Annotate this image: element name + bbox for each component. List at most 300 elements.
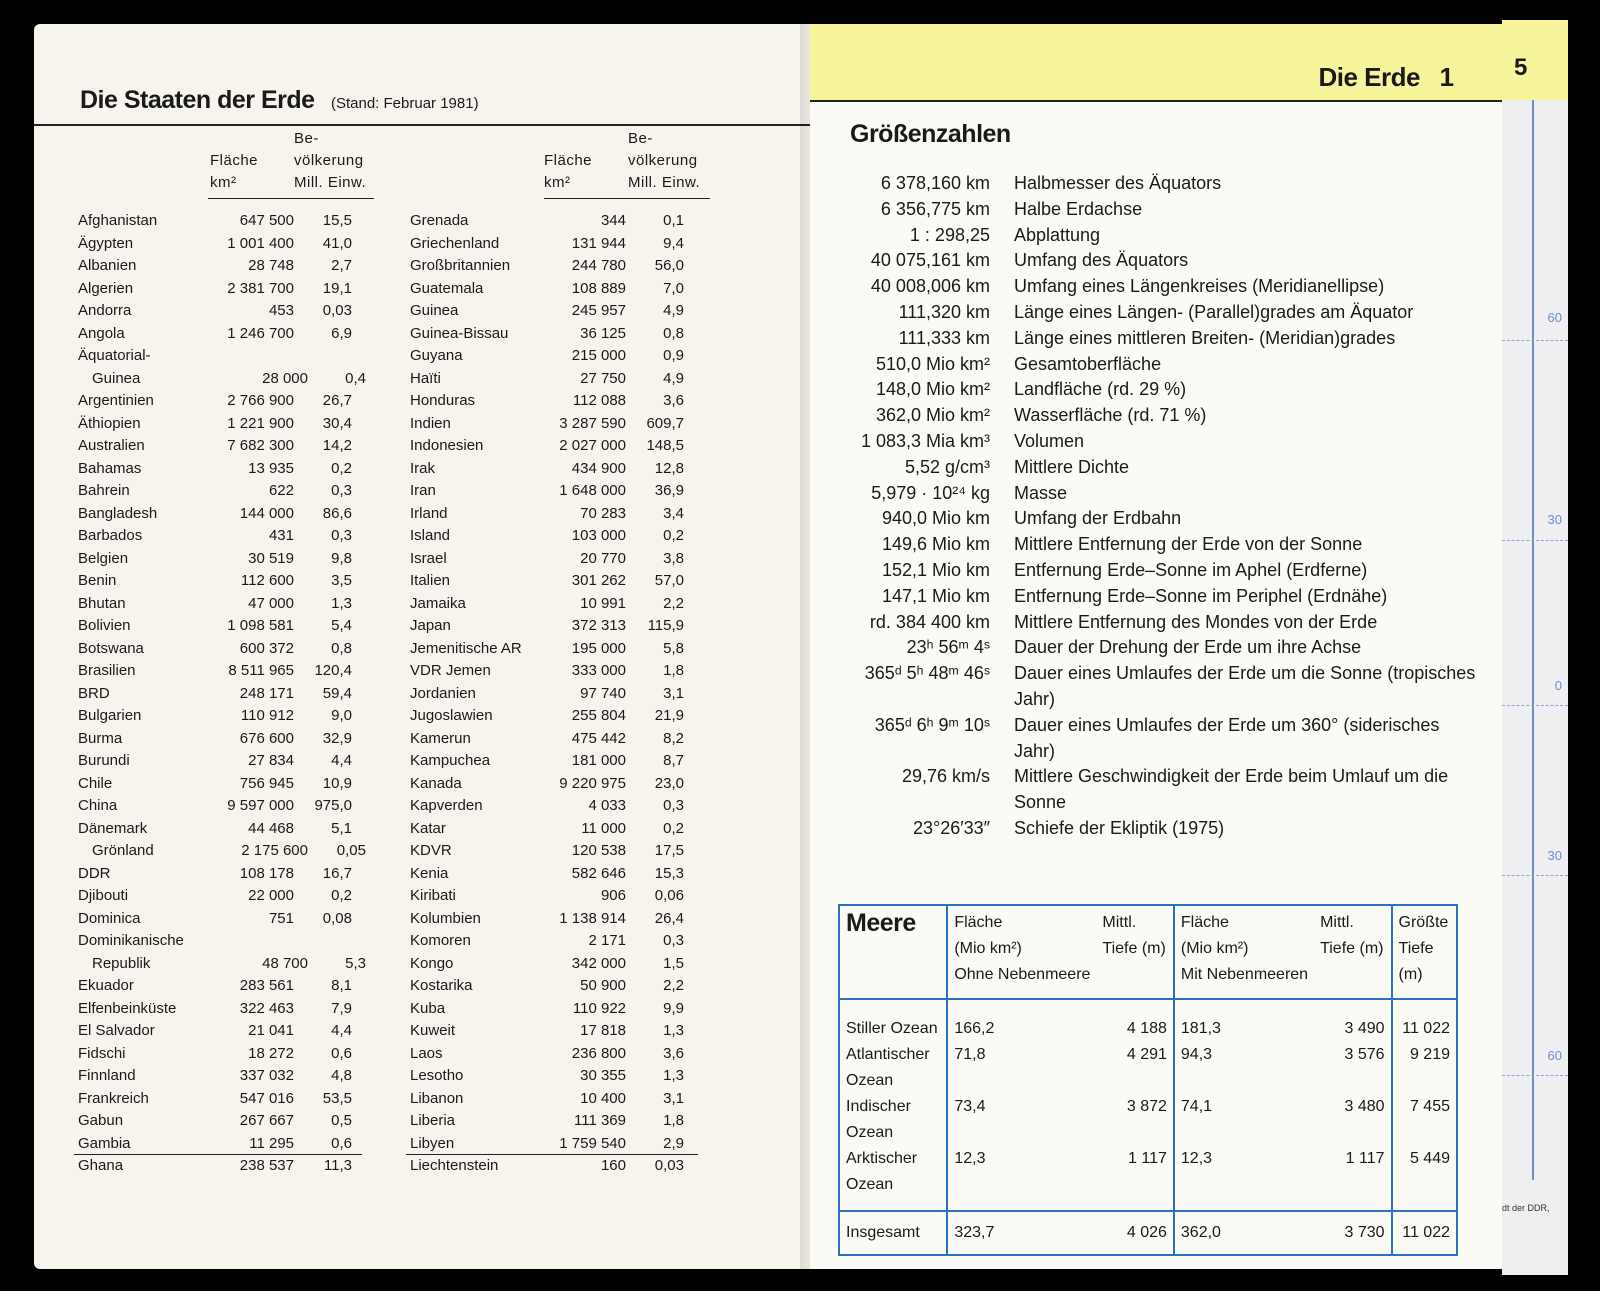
fact-value: 362,0 Mio km² [875, 405, 990, 426]
country-name: Kapverden [410, 797, 483, 814]
sea-cell-a1: 71,8 [947, 1042, 1096, 1094]
sea-cell-max: 5 449 [1392, 1146, 1457, 1211]
country-population: 10,9 [322, 774, 352, 792]
country-population: 21,9 [654, 707, 684, 724]
next-page-band [1502, 20, 1568, 100]
country-population: 59,4 [322, 684, 352, 702]
country-row [78, 1043, 378, 1066]
section-title: Größenzahlen [850, 120, 1011, 148]
country-row [78, 368, 378, 391]
country-population: 0,2 [663, 819, 684, 837]
country-row [78, 1020, 378, 1043]
fact-row [830, 248, 1490, 274]
country-area: 1 648 000 [559, 482, 626, 499]
country-area: 10 991 [580, 594, 626, 612]
country-population: 26,4 [654, 909, 684, 927]
country-area: 751 [268, 909, 294, 927]
country-name: Afghanistan [78, 212, 158, 229]
country-population: 9,0 [331, 707, 352, 724]
country-name: Burundi [78, 752, 130, 769]
country-population: 0,5 [331, 1112, 352, 1129]
fact-description: Halbe Erdachse [1014, 198, 1143, 219]
country-row [410, 1088, 710, 1111]
country-area: 1 138 914 [559, 909, 626, 927]
sea-cell-a2: 181,3 [1174, 999, 1314, 1042]
country-population: 0,03 [322, 302, 352, 319]
sea-cell-a2: 94,3 [1174, 1042, 1314, 1094]
country-population: 975,0 [314, 797, 352, 814]
country-row [78, 255, 378, 278]
country-area: 2 171 [588, 932, 626, 949]
map-latitude-line [1502, 1075, 1568, 1076]
country-area: 434 900 [571, 459, 626, 477]
country-population: 1,8 [663, 662, 684, 679]
country-area: 9 220 975 [559, 774, 626, 792]
country-name: Griechenland [410, 234, 500, 252]
country-name: Dänemark [78, 819, 148, 837]
country-population: 3,1 [663, 684, 684, 702]
header-depth-with: Mittl. Tiefe (m) [1314, 905, 1391, 999]
country-name: Bhutan [78, 594, 126, 612]
country-population: 6,9 [331, 324, 352, 342]
country-population: 0,06 [654, 887, 684, 904]
country-row [78, 345, 378, 368]
country-name: Italien [410, 572, 451, 589]
country-area: 372 313 [571, 617, 626, 634]
country-name: Djibouti [78, 887, 129, 904]
fact-value: 111,333 km [898, 327, 990, 348]
country-area: 21 041 [248, 1022, 294, 1039]
fact-row [830, 223, 1490, 249]
country-population: 2,2 [663, 594, 684, 612]
header-max-depth: Größte Tiefe (m) [1392, 905, 1457, 999]
country-name: Jordanien [410, 684, 476, 702]
country-area: 110 912 [240, 707, 294, 724]
header-area-without: Fläche (Mio km²) Ohne Nebenmeere [947, 905, 1096, 999]
country-row [410, 503, 710, 526]
country-area: 322 463 [239, 999, 294, 1017]
seas-total-row: Insgesamt 323,7 4 026 362,0 3 730 11 022 [839, 1211, 1457, 1255]
header-area-with: Fläche (Mio km²) Mit Nebenmeeren [1174, 905, 1314, 999]
country-row [78, 480, 378, 503]
sea-row [839, 1042, 1457, 1094]
country-area: 238 537 [239, 1157, 294, 1174]
country-name: Republik [92, 954, 151, 972]
country-area: 97 740 [580, 684, 626, 702]
country-row [78, 818, 378, 841]
country-area: 431 [268, 527, 294, 544]
country-row [410, 1020, 710, 1043]
country-name: Dominikanische [78, 932, 184, 949]
country-row [410, 390, 710, 413]
country-area: 1 221 900 [227, 414, 294, 432]
country-row [410, 458, 710, 481]
country-area: 11 295 [249, 1134, 294, 1152]
col-header-area-2: Fläche km² [544, 152, 593, 191]
fact-description: Umfang des Äquators [1014, 250, 1189, 271]
country-name: Indien [410, 414, 451, 432]
country-row [410, 998, 710, 1021]
country-row [78, 750, 378, 773]
seas-table [838, 904, 1458, 1256]
country-population: 16,7 [322, 864, 352, 882]
country-name: Liberia [410, 1112, 456, 1129]
country-area: 28 000 [262, 369, 308, 387]
header-rule [34, 124, 810, 126]
country-name: Kanada [410, 774, 462, 792]
seas-title-cell: Meere [839, 905, 947, 999]
country-name: Irland [410, 504, 448, 522]
country-area: 647 500 [239, 212, 294, 229]
country-population: 3,1 [663, 1089, 684, 1107]
country-area: 2 381 700 [227, 279, 294, 297]
country-population: 0,6 [331, 1044, 352, 1062]
country-row [410, 728, 710, 751]
fact-description: Mittlere Geschwindigkeit der Erde beim Umlauf um die Sonne [1014, 766, 1449, 813]
left-page [34, 24, 810, 1269]
country-area: 103 000 [571, 527, 626, 544]
country-name: Indonesien [410, 437, 484, 454]
fact-description: Dauer der Drehung der Erde um ihre Achse [1014, 637, 1362, 658]
fact-row [830, 532, 1490, 558]
country-name: Ägypten [78, 234, 134, 252]
country-population: 8,2 [663, 729, 684, 747]
country-row [410, 435, 710, 458]
country-population: 7,9 [331, 999, 352, 1017]
country-area: 7 682 300 [227, 437, 294, 454]
country-area: 215 000 [571, 347, 626, 364]
country-area: 22 000 [248, 887, 294, 904]
country-population: 32,9 [322, 729, 352, 747]
chapter-title: Die Erde [1318, 62, 1420, 92]
country-name: Honduras [410, 392, 476, 409]
sea-row [839, 999, 1457, 1042]
country-row [78, 930, 378, 953]
country-population: 1,3 [663, 1022, 684, 1039]
country-row [78, 593, 378, 616]
country-row [78, 773, 378, 796]
map-tick-label: 30 [1547, 512, 1562, 527]
fact-description: Abplattung [1014, 224, 1101, 245]
country-population: 0,03 [654, 1157, 684, 1174]
sea-cell-name: Stiller Ozean [839, 999, 947, 1042]
country-area: 756 945 [239, 774, 294, 792]
fact-description: Entfernung Erde–Sonne im Aphel (Erdferne) [1014, 559, 1368, 580]
country-area: 3 287 590 [559, 414, 626, 432]
country-row [78, 660, 378, 683]
country-name: Elfenbeinküste [78, 999, 177, 1017]
col-header-pop-1: Be- völkerung Mill. Einw. [294, 130, 367, 191]
fact-description: Umfang der Erdbahn [1014, 508, 1182, 529]
country-name: Haïti [410, 369, 441, 387]
fact-row [830, 171, 1490, 197]
country-population: 0,3 [331, 527, 352, 544]
country-population: 5,8 [663, 639, 684, 657]
country-name: Kolumbien [410, 909, 481, 927]
country-area: 475 442 [571, 729, 626, 747]
country-population: 57,0 [654, 572, 684, 589]
country-population: 17,5 [654, 842, 684, 859]
sea-cell-name: Atlantischer Ozean [839, 1042, 947, 1094]
country-row [410, 1133, 710, 1156]
fact-description: Länge eines mittleren Breiten- (Meridian)grades [1014, 327, 1396, 348]
country-area: 11 000 [581, 819, 626, 837]
seas-table-header [839, 905, 1457, 999]
fact-value: 40 075,161 km [870, 250, 990, 271]
country-area: 333 000 [571, 662, 626, 679]
country-row [410, 210, 710, 233]
fact-description: Dauer eines Umlaufes der Erde um die Sonne (tropisches Jahr) [1014, 663, 1476, 709]
country-area: 4 033 [588, 797, 626, 814]
fact-description: Länge eines Längen- (Parallel)grades am Äquator [1014, 301, 1414, 322]
fact-value: 5,52 g/cm³ [904, 456, 990, 477]
country-population: 0,6 [331, 1134, 352, 1152]
country-name: KDVR [410, 842, 452, 859]
fact-row [830, 300, 1490, 326]
fact-description: Mittlere Entfernung der Erde von der Sonne [1014, 534, 1363, 555]
country-row [78, 908, 378, 931]
country-area: 245 957 [571, 302, 626, 319]
country-name: Algerien [78, 279, 134, 297]
fact-row [830, 481, 1490, 507]
country-population: 2,9 [663, 1134, 684, 1152]
country-name: Grenada [410, 212, 469, 229]
country-name: Komoren [410, 932, 471, 949]
country-population: 115,9 [647, 617, 684, 634]
country-row [410, 255, 710, 278]
fact-description: Wasserfläche (rd. 71 %) [1014, 405, 1207, 426]
country-row [78, 233, 378, 256]
country-name: Großbritannien [410, 257, 511, 274]
country-name: Libanon [410, 1089, 464, 1107]
country-row [78, 705, 378, 728]
country-population: 53,5 [322, 1089, 352, 1107]
country-population: 9,9 [663, 999, 684, 1017]
country-population: 4,8 [331, 1067, 352, 1084]
country-name: Kuweit [410, 1022, 456, 1039]
chapter-rule [810, 100, 1502, 102]
map-tick-label: 60 [1547, 310, 1562, 325]
country-population: 0,3 [663, 797, 684, 814]
country-area: 255 804 [571, 707, 626, 724]
country-name: Laos [410, 1044, 443, 1062]
country-population: 120,4 [314, 662, 352, 679]
fact-row [830, 352, 1490, 378]
country-area: 1 246 700 [227, 324, 294, 342]
country-area: 112 088 [572, 392, 626, 409]
country-area [194, 345, 294, 368]
page-title [80, 86, 479, 115]
country-name: Angola [78, 324, 125, 342]
fact-value: 29,76 km/s [901, 766, 990, 787]
fact-value: 23°26′33″ [912, 817, 990, 838]
country-area: 244 780 [571, 257, 626, 274]
country-row [410, 975, 710, 998]
country-area: 1 001 400 [227, 234, 294, 252]
country-row [78, 1065, 378, 1088]
country-row [78, 323, 378, 346]
country-area: 48 700 [262, 954, 308, 972]
country-population: 86,6 [322, 504, 352, 522]
country-row [78, 638, 378, 661]
country-row [410, 615, 710, 638]
country-population: 9,8 [331, 549, 352, 567]
country-name: Jamaika [410, 594, 466, 612]
country-name: VDR Jemen [410, 662, 491, 679]
country-population: 3,4 [663, 504, 684, 522]
country-name: Israel [410, 549, 447, 567]
bottom-rule-2 [406, 1154, 698, 1155]
country-row [410, 300, 710, 323]
country-row [78, 210, 378, 233]
fact-value: 23ʰ 56ᵐ 4ˢ [906, 637, 990, 658]
fact-description: Masse [1014, 482, 1068, 503]
country-row [410, 1065, 710, 1088]
country-name: Benin [78, 572, 117, 589]
map-latitude-line [1502, 705, 1568, 706]
country-population: 3,5 [331, 572, 352, 589]
country-row [410, 818, 710, 841]
sea-cell-d2: 3 576 [1344, 1046, 1385, 1063]
sea-row [839, 1094, 1457, 1146]
country-name: Guyana [410, 347, 463, 364]
country-row [78, 840, 378, 863]
country-name: Ekuador [78, 977, 134, 994]
country-row [78, 998, 378, 1021]
fact-row [830, 197, 1490, 223]
country-area: 30 355 [580, 1067, 626, 1084]
next-page-number: 5 [1514, 54, 1528, 81]
fact-description: Mittlere Dichte [1014, 456, 1130, 477]
country-population: 23,0 [654, 774, 684, 792]
country-name: Irak [410, 459, 436, 477]
sea-cell-d1: 3 872 [1126, 1098, 1167, 1115]
country-area: 50 900 [580, 977, 626, 994]
country-population: 0,2 [331, 887, 352, 904]
country-row [410, 908, 710, 931]
country-area: 20 770 [580, 549, 626, 567]
country-name: Brasilien [78, 662, 136, 679]
country-area: 47 000 [248, 594, 294, 612]
country-name: BRD [78, 684, 110, 702]
country-name: Katar [410, 819, 446, 837]
country-area: 547 016 [239, 1089, 294, 1107]
country-population: 3,8 [663, 549, 684, 567]
country-row [410, 930, 710, 953]
country-name: Australien [78, 437, 145, 454]
country-row [410, 323, 710, 346]
chapter-number: 1 [1439, 62, 1454, 92]
fact-value: 149,6 Mio km [881, 534, 990, 555]
country-row [410, 368, 710, 391]
country-population: 5,3 [345, 954, 366, 972]
map-tick-label: 30 [1547, 848, 1562, 863]
country-population: 9,4 [663, 234, 684, 252]
country-area: 17 818 [580, 1022, 626, 1039]
fact-description: Schiefe der Ekliptik (1975) [1014, 817, 1225, 838]
sea-cell-max: 9 219 [1392, 1042, 1457, 1094]
sea-cell-d1: 4 291 [1126, 1046, 1167, 1063]
fact-row [830, 506, 1490, 532]
fact-row [830, 713, 1490, 765]
country-name: Bahamas [78, 459, 142, 477]
country-population [294, 345, 360, 368]
sea-cell-d1: 1 117 [1128, 1150, 1167, 1167]
country-name: Albanien [78, 257, 137, 274]
country-population: 3,6 [663, 392, 684, 409]
country-area: 181 000 [571, 752, 626, 769]
country-row [78, 570, 378, 593]
fact-value: 365ᵈ 5ʰ 48ᵐ 46ˢ [864, 663, 990, 684]
country-population: 0,9 [663, 347, 684, 364]
sea-cell-max: 7 455 [1392, 1094, 1457, 1146]
country-row [410, 795, 710, 818]
country-area: 453 [268, 302, 294, 319]
country-population: 1,5 [663, 954, 684, 972]
country-name: Kostarika [410, 977, 473, 994]
country-area: 8 511 965 [228, 662, 294, 679]
country-name: Guatemala [410, 279, 484, 297]
country-population: 5,1 [331, 819, 352, 837]
map-grid-line [1532, 100, 1568, 1180]
country-area: 144 000 [239, 504, 294, 522]
country-name: Bahrein [78, 482, 130, 499]
bottom-rule-1 [74, 1154, 362, 1155]
country-row [410, 840, 710, 863]
fact-row [830, 326, 1490, 352]
col-header-area-1: Fläche km² [210, 152, 259, 191]
sea-cell-name: Indischer Ozean [839, 1094, 947, 1146]
sea-cell-a1: 166,2 [947, 999, 1096, 1042]
country-row [410, 953, 710, 976]
country-area: 110 922 [572, 999, 626, 1017]
country-name: Liechtenstein [410, 1157, 499, 1174]
country-area: 131 944 [571, 234, 626, 252]
country-population: 15,5 [322, 212, 352, 229]
country-area: 2 027 000 [559, 437, 626, 454]
country-name: Argentinien [78, 392, 154, 409]
country-row [410, 638, 710, 661]
earth-facts-list [830, 171, 1490, 842]
country-name: Botswana [78, 639, 144, 657]
country-row [78, 975, 378, 998]
fact-description: Landfläche (rd. 29 %) [1014, 379, 1187, 400]
country-area: 248 171 [239, 684, 294, 702]
country-population: 56,0 [654, 257, 684, 274]
country-name: Gambia [78, 1134, 131, 1152]
country-area: 283 561 [239, 977, 294, 994]
country-area: 112 600 [240, 572, 294, 589]
country-area: 301 262 [571, 572, 626, 589]
country-area: 18 272 [248, 1044, 294, 1062]
country-row [410, 548, 710, 571]
country-area: 9 597 000 [227, 797, 294, 814]
country-row [78, 728, 378, 751]
next-page-map-edge [1502, 20, 1568, 1275]
sea-cell-d2: 3 480 [1344, 1098, 1385, 1115]
sea-cell-d2: 1 117 [1345, 1150, 1385, 1167]
country-population: 0,4 [345, 369, 366, 387]
country-population: 7,0 [663, 279, 684, 297]
country-population [294, 930, 360, 953]
country-name: Kampuchea [410, 752, 491, 769]
country-area: 27 834 [248, 752, 294, 769]
sea-cell-name: Arktischer Ozean [839, 1146, 947, 1211]
country-name: Island [410, 527, 451, 544]
fact-row [830, 558, 1490, 584]
country-area: 70 283 [580, 504, 626, 522]
fact-value: 111,320 km [898, 301, 990, 322]
